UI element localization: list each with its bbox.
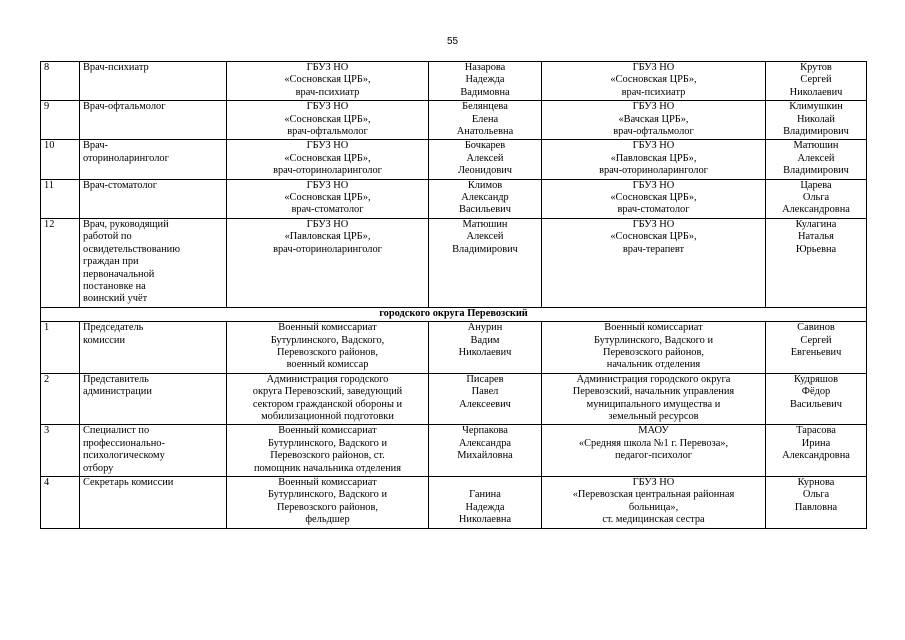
cell-line: Администрация городского округа [576,373,731,385]
cell-line: врач-терапевт [622,243,685,255]
cell-line: Владимирович [783,126,849,138]
cell-line: Врач-офтальмолог [83,101,166,113]
organization-cell [227,179,429,218]
cell-line: ГБУЗ НО [632,101,675,113]
cell-line: Сергей [800,74,832,86]
cell-line: «Сосновская ЦРБ», [284,152,371,164]
cell-line: Надежда [465,501,505,513]
member-name-cell [429,425,542,477]
cell-line: помощник начальника отделения [254,462,401,474]
table-row [41,218,867,307]
cell-line: Климов [467,179,503,191]
member-name-cell [429,218,542,307]
cell-line: Бутурлинского, Вадского и [267,489,388,501]
cell-line: Врач-стоматолог [83,179,157,191]
cell-line: Врач- [83,140,109,152]
cell-line: Ирина [801,437,831,449]
member-name-cell [429,140,542,179]
cell-line: ГБУЗ НО [632,140,675,152]
cell-line: врач-психиатр [295,86,360,98]
cell-line: «Вачская ЦРБ», [618,113,689,125]
cell-line: Черпакова [462,425,508,437]
cell-line: Царева [800,179,832,191]
cell-line: «Сосновская ЦРБ», [284,192,371,204]
organization-cell [227,322,429,374]
cell-line: больница», [628,501,679,513]
table-row [41,140,867,179]
cell-line: Владимирович [452,243,518,255]
cell-line: Военный комиссариат [278,425,377,437]
reserve-organization-cell [542,322,766,374]
cell-line: ст. медицинская сестра [602,514,705,526]
cell-line: Ольга [802,192,830,204]
cell-line: Александровна [782,450,850,462]
cell-line: Александр [461,192,509,204]
cell-line: Кулагина [795,218,837,230]
cell-line: Климушкин [789,101,843,113]
cell-line: Михайловна [457,450,513,462]
reserve-name-cell [766,425,867,477]
table-row [41,322,867,374]
cell-line: Администрация городского [266,373,389,385]
member-name-cell [429,477,542,529]
reserve-organization-cell [542,62,766,101]
cell-line: граждан при [83,256,139,268]
cell-line: Надежда [465,74,505,86]
position-cell [80,373,227,425]
cell-line: Вадим [470,334,500,346]
cell-line: Алексей [466,152,504,164]
cell-line: земельный ресурсов [608,410,699,422]
organization-cell [227,140,429,179]
row-number: 4 [41,477,80,529]
cell-line: Матюшин [793,140,839,152]
cell-line: Николай [796,113,835,125]
cell-line: администрации [83,386,152,398]
cell-line: военный комиссар [286,359,369,371]
cell-line: психологическому [83,450,165,462]
cell-line: Васильевич [790,398,842,410]
cell-line: Николаевич [458,346,512,358]
cell-line: Перевозского районов, ст. [270,450,385,462]
row-number: 2 [41,373,80,425]
member-name-cell [429,101,542,140]
cell-line: Военный комиссариат [278,322,377,334]
cell-line: Фёдор [801,386,831,398]
cell-line: Евгеньевич [790,346,842,358]
organization-cell [227,425,429,477]
cell-line: постановке на [83,280,146,292]
cell-line: Перевозского районов, [276,501,378,513]
cell-line: ГБУЗ НО [306,62,349,73]
cell-line: Анатольевна [456,126,514,138]
cell-line: «Сосновская ЦРБ», [610,231,697,243]
cell-line: «Сосновская ЦРБ», [610,74,697,86]
cell-line: Перевозский, начальник управления [572,386,735,398]
reserve-name-cell [766,373,867,425]
cell-line: Вадимовна [460,86,510,98]
cell-line: Леонидович [457,165,513,177]
cell-line: Тарасова [796,425,836,437]
cell-line: муниципального имущества и [586,398,721,410]
cell-line: Наталья [798,231,834,243]
reserve-name-cell [766,140,867,179]
reserve-organization-cell [542,140,766,179]
reserve-name-cell [766,218,867,307]
cell-line: округа Перевозский, заведующий [252,386,403,398]
cell-line: Матюшин [462,218,508,230]
cell-line: Специалист по [83,425,150,437]
cell-line: «Павловская ЦРБ», [610,152,697,164]
cell-line: Алексей [466,231,504,243]
row-number: 10 [41,140,80,179]
position-cell [80,477,227,529]
reserve-name-cell [766,322,867,374]
cell-line: Перевозского районов, [602,346,704,358]
cell-line: первоначальной [83,268,155,280]
cell-line: Александра [458,437,512,449]
cell-line: начальник отделения [606,359,701,371]
cell-line: врач-оториноларинголог [599,165,708,177]
cell-line: Крутов [800,62,832,73]
section-header-body [41,307,867,321]
cell-line: фельдшер [305,514,350,526]
cell-line: «Сосновская ЦРБ», [610,192,697,204]
organization-cell [227,218,429,307]
cell-line: врач-стоматолог [291,204,364,216]
cell-line: ГБУЗ НО [306,101,349,113]
position-cell [80,179,227,218]
member-name-cell [429,179,542,218]
cell-line: ГБУЗ НО [632,477,675,488]
cell-line: Председатель [83,322,144,334]
cell-line: ГБУЗ НО [632,62,675,73]
member-name-cell [429,373,542,425]
section-header-row [41,307,867,321]
cell-line: МАОУ [638,425,669,437]
cell-line: врач-офтальмолог [613,126,694,138]
cell-line: Белянцева [462,101,508,113]
cell-line: сектором гражданской обороны и [252,398,403,410]
reserve-name-cell [766,101,867,140]
cell-line: Кудряшов [793,373,839,385]
position-cell [80,218,227,307]
cell-line: Ганина [469,489,501,501]
position-cell [80,101,227,140]
cell-line: профессионально- [83,437,165,449]
cell-line: Бутурлинского, Вадского и [267,437,388,449]
cell-line: Перевозского районов, [276,346,378,358]
commission-table [40,61,867,529]
cell-line: воинский учёт [83,293,148,305]
cell-line: Юрьевна [795,243,837,255]
table-row [41,373,867,425]
cell-line: «Сосновская ЦРБ», [284,74,371,86]
cell-line: ГБУЗ НО [632,218,675,230]
position-cell [80,62,227,101]
cell-line: педагог-психолог [614,450,693,462]
cell-line: Елена [471,113,499,125]
cell-line: Ольга [802,489,830,501]
cell-line [432,477,538,489]
cell-line: Николаевич [789,86,843,98]
organization-cell [227,62,429,101]
reserve-organization-cell [542,425,766,477]
table-row [41,179,867,218]
reserve-organization-cell [542,101,766,140]
cell-line: врач-стоматолог [617,204,690,216]
row-number: 3 [41,425,80,477]
page-number: 55 [446,36,459,47]
cell-line: Писарев [466,373,504,385]
cell-line: мобилизационной подготовки [261,410,394,422]
cell-line: «Сосновская ЦРБ», [284,113,371,125]
cell-line: Военный комиссариат [278,477,377,488]
cell-line: Бочкарев [464,140,506,152]
cell-line: врач-офтальмолог [287,126,368,138]
row-number: 11 [41,179,80,218]
cell-line: Секретарь комиссии [83,477,174,488]
cell-line: Савинов [797,322,835,334]
cell-line: Бутурлинского, Вадского и [593,334,714,346]
cell-line: Александровна [782,204,850,216]
table-row [41,425,867,477]
row-number: 1 [41,322,80,374]
table-row [41,477,867,529]
row-number: 9 [41,101,80,140]
table-body-bottom [41,322,867,529]
row-number: 8 [41,62,80,101]
cell-line: работой по [83,231,132,243]
cell-line: Алексей [797,152,835,164]
cell-line: освидетельствованию [83,243,180,255]
member-name-cell [429,62,542,101]
reserve-name-cell [766,62,867,101]
cell-line: Анурин [467,322,503,334]
cell-line: Представитель [83,373,149,385]
position-cell [80,322,227,374]
position-cell [80,140,227,179]
cell-line: врач-оториноларинголог [273,165,382,177]
cell-line: Врач, руководящий [83,218,169,230]
cell-line: Павел [471,386,499,398]
cell-line: ГБУЗ НО [632,179,675,191]
cell-line: «Перевозская центральная районная [572,489,735,501]
cell-line: врач-оториноларинголог [273,243,382,255]
cell-line: ГБУЗ НО [306,179,349,191]
organization-cell [227,373,429,425]
organization-cell [227,477,429,529]
cell-line: Сергей [800,334,832,346]
reserve-organization-cell [542,373,766,425]
cell-line: ГБУЗ НО [306,218,349,230]
table-row [41,101,867,140]
cell-line: «Средняя школа №1 г. Перевоза», [578,437,729,449]
reserve-organization-cell [542,477,766,529]
row-number: 12 [41,218,80,307]
cell-line: Военный комиссариат [604,322,703,334]
cell-line: Владимирович [783,165,849,177]
cell-line: Николаевна [458,514,512,526]
cell-line: Алексеевич [459,398,511,410]
cell-line: отбору [83,462,114,474]
reserve-name-cell [766,477,867,529]
table-row [41,62,867,101]
cell-line: оториноларинголог [83,152,169,164]
cell-line: Павловна [794,501,838,513]
table-body-top [41,62,867,308]
cell-line: врач-психиатр [621,86,686,98]
reserve-organization-cell [542,179,766,218]
position-cell [80,425,227,477]
cell-line: Бутурлинского, Вадского, [270,334,385,346]
cell-line: Васильевич [459,204,511,216]
member-name-cell [429,322,542,374]
organization-cell [227,101,429,140]
cell-line: Назарова [464,62,506,73]
cell-line: Врач-психиатр [83,62,149,73]
cell-line: комиссии [83,334,125,346]
section-title: городского округа Перевозский [41,307,867,321]
reserve-name-cell [766,179,867,218]
cell-line: ГБУЗ НО [306,140,349,152]
cell-line: Курнова [797,477,835,488]
cell-line: «Павловская ЦРБ», [284,231,371,243]
reserve-organization-cell [542,218,766,307]
